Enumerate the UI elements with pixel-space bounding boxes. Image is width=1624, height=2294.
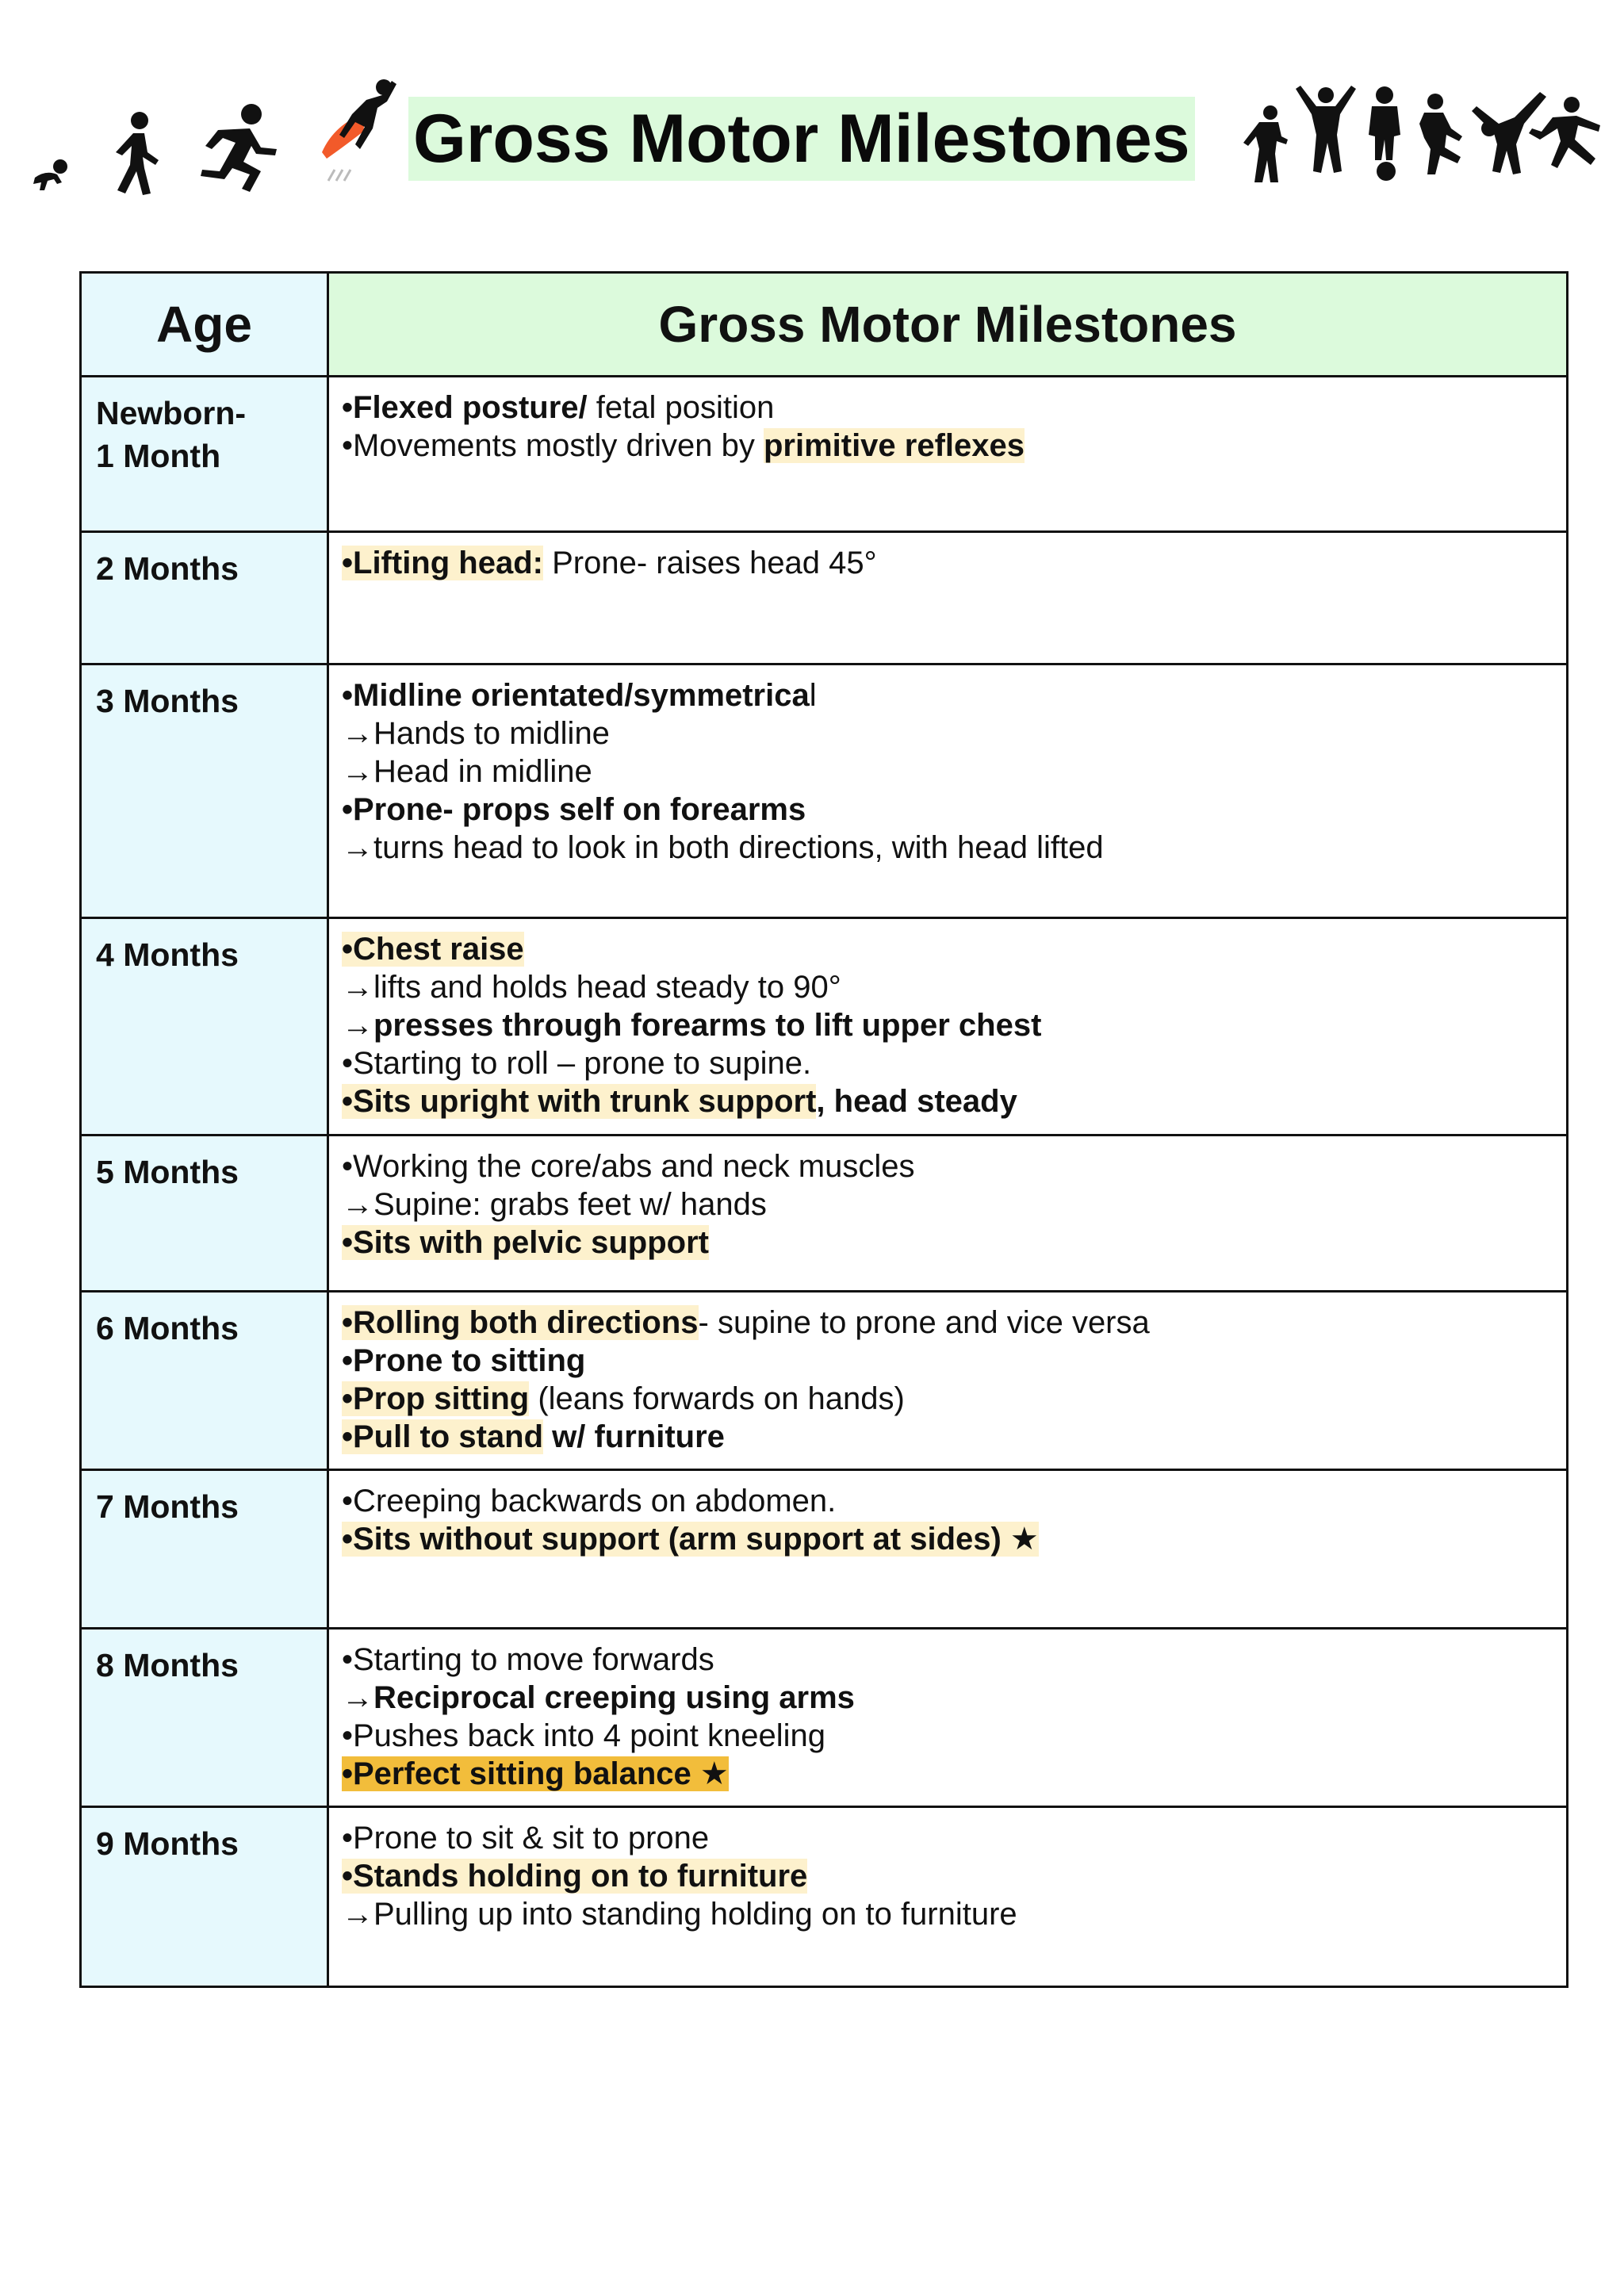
milestones-column-header: Gross Motor Milestones [328, 273, 1568, 377]
highlighted-text: •Sits upright with trunk support [342, 1084, 817, 1119]
highlighted-text: •Sits without support (arm support at sides) ★ [342, 1522, 1039, 1557]
age-cell [81, 1136, 328, 1292]
milestone-line [342, 1224, 1555, 1262]
highlighted-text: •Prop sitting [342, 1381, 530, 1416]
milestone-text: •Starting to move forwards [342, 1642, 714, 1677]
crawling-baby-icon [30, 159, 71, 197]
milestone-line [342, 1082, 1555, 1120]
milestone-cell [328, 1629, 1568, 1807]
milestone-cell [328, 532, 1568, 664]
milestone-text: →Hands to midline [342, 716, 610, 751]
milestone-line [342, 1006, 1555, 1044]
milestone-line [342, 714, 1555, 753]
milestone-line [342, 1819, 1555, 1857]
milestone-line [342, 1380, 1555, 1418]
milestone-text: •Working the core/abs and neck muscles [342, 1149, 915, 1184]
table-header-row [81, 273, 1568, 377]
milestone-text: Prone- raises head 45° [542, 546, 877, 580]
milestone-line [342, 1044, 1555, 1082]
table-row [81, 1629, 1568, 1807]
age-cell [81, 532, 328, 664]
milestone-text: (leans forwards on hands) [529, 1381, 905, 1416]
milestone-line [342, 389, 1555, 427]
milestone-line [342, 427, 1555, 465]
age-label: 3 Months [96, 683, 239, 719]
milestone-cell [328, 1136, 1568, 1292]
age-cell [81, 918, 328, 1136]
milestone-line [342, 829, 1555, 867]
highlighted-text: •Perfect sitting balance ★ [342, 1756, 729, 1791]
milestone-cell [328, 664, 1568, 918]
milestone-text: w/ furniture [543, 1419, 725, 1454]
milestone-line [342, 1755, 1555, 1793]
milestone-text: Reciprocal creeping using arms [373, 1680, 855, 1715]
age-column-header: Age [81, 273, 328, 377]
milestone-line [342, 1304, 1555, 1342]
age-label: 4 Months [96, 936, 239, 973]
milestone-line [342, 1482, 1555, 1520]
age-label: Newborn- [96, 395, 247, 431]
milestone-line [342, 968, 1555, 1006]
milestone-cell [328, 377, 1568, 532]
age-label: 6 Months [96, 1310, 239, 1346]
table-row [81, 918, 1568, 1136]
table-row [81, 1136, 1568, 1292]
milestone-text: fetal position [587, 390, 775, 425]
milestone-line [342, 1185, 1555, 1224]
age-cell [81, 1292, 328, 1470]
walking-person-icon [103, 111, 168, 197]
age-cell [81, 1470, 328, 1629]
milestone-line [342, 753, 1555, 791]
milestone-text: - supine to prone and vice versa [698, 1305, 1150, 1340]
milestone-text: → [342, 1008, 373, 1043]
milestone-line [342, 1418, 1555, 1456]
milestone-text: →Head in midline [342, 754, 592, 789]
milestone-text: •Flexed posture/ [342, 390, 588, 425]
age-label: 9 Months [96, 1825, 239, 1862]
milestone-cell [328, 918, 1568, 1136]
milestone-text: →turns head to look in both directions, with head lifted [342, 830, 1104, 865]
leaping-child-icon [1526, 94, 1602, 173]
milestone-text: → [342, 1680, 373, 1715]
table-row [81, 1470, 1568, 1629]
milestones-table [79, 271, 1568, 1988]
page-title: Gross Motor Milestones [408, 97, 1195, 181]
milestone-line [342, 1520, 1555, 1558]
milestone-line [342, 1895, 1555, 1933]
age-label: 8 Months [96, 1647, 239, 1683]
milestone-text: •Movements mostly driven by [342, 428, 764, 463]
age-label: 2 Months [96, 550, 239, 587]
milestone-line [342, 1717, 1555, 1755]
highlighted-text: •Pull to stand [342, 1419, 544, 1454]
milestone-line [342, 676, 1555, 714]
age-cell [81, 377, 328, 532]
page-header [0, 0, 1624, 230]
milestone-text: •Creeping backwards on abdomen. [342, 1484, 837, 1518]
milestone-text: •Pushes back into 4 point kneeling [342, 1718, 825, 1753]
milestone-line [342, 930, 1555, 968]
child-silhouette-icon [1242, 105, 1289, 184]
milestone-line [342, 1147, 1555, 1185]
highlighted-text: primitive reflexes [763, 428, 1025, 463]
milestone-text: →Pulling up into standing holding on to furniture [342, 1897, 1017, 1932]
milestone-text: •Midline orientated/symmetrica [342, 678, 810, 713]
table-body [81, 377, 1568, 1987]
milestone-line [342, 1641, 1555, 1679]
milestone-line [342, 1857, 1555, 1895]
milestone-text: •Prone- props self on forearms [342, 792, 806, 827]
child-with-ball-icon [1361, 84, 1408, 182]
highlighted-text: •Lifting head: [342, 546, 543, 580]
milestone-text: →lifts and holds head steady to 90° [342, 970, 841, 1005]
table-row [81, 1292, 1568, 1470]
milestone-line [342, 1342, 1555, 1380]
age-cell [81, 664, 328, 918]
milestone-text: •Starting to roll – prone to supine. [342, 1046, 812, 1081]
milestone-text: l [809, 678, 817, 713]
milestone-text: →Supine: grabs feet w/ hands [342, 1187, 767, 1222]
highlighted-text: •Chest raise [342, 932, 524, 967]
milestone-line [342, 1679, 1555, 1717]
highlighted-text: •Sits with pelvic support [342, 1225, 709, 1260]
age-label: 7 Months [96, 1488, 239, 1525]
milestone-text: •Prone to sit & sit to prone [342, 1821, 710, 1855]
table-row [81, 664, 1568, 918]
milestone-line [342, 791, 1555, 829]
milestone-text: •Prone to sitting [342, 1343, 586, 1378]
milestone-cell [328, 1292, 1568, 1470]
age-cell [81, 1629, 328, 1807]
jumping-child-icon [1294, 84, 1356, 174]
flying-superhero-icon [311, 76, 398, 187]
milestone-text: , head steady [816, 1084, 1017, 1119]
table-row [81, 532, 1568, 664]
milestone-text: presses through forearms to lift upper chest [373, 1008, 1042, 1043]
age-label: 1 Month [96, 438, 221, 474]
milestone-line [342, 544, 1555, 582]
table-row [81, 1807, 1568, 1987]
table-row [81, 377, 1568, 532]
age-label: 5 Months [96, 1154, 239, 1190]
kicking-child-icon [1416, 92, 1464, 178]
highlighted-text: •Stands holding on to furniture [342, 1859, 808, 1894]
running-person-icon [194, 103, 282, 194]
highlighted-text: •Rolling both directions [342, 1305, 699, 1340]
age-cell [81, 1807, 328, 1987]
milestone-cell [328, 1470, 1568, 1629]
milestone-cell [328, 1807, 1568, 1987]
